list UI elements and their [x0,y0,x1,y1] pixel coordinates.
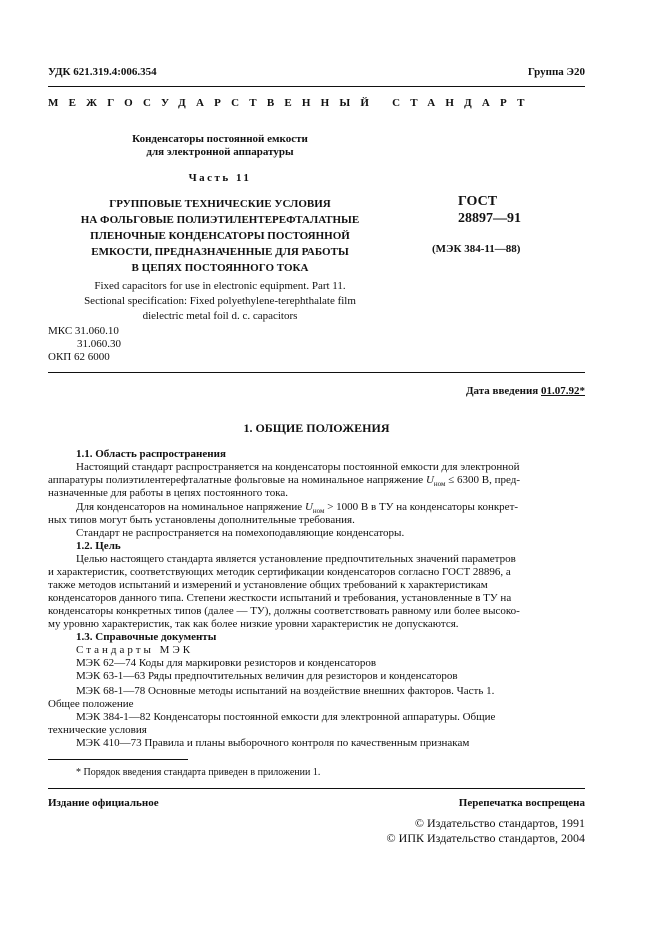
english-line: Sectional specification: Fixed polyethylene-terephthalate film [84,295,356,307]
voltage-symbol: U [425,474,434,486]
effective-date [466,385,585,398]
subsection-1-2-heading: 1.2. Цель [76,540,121,552]
reference-item: МЭК 384-1—82 Конденсаторы постоянной емкости для электронной аппаратуры. Общие [76,711,496,723]
paragraph-line: конденсаторы конкретных типов (далее — ТУ), должны соответствовать равному или более высоко- [48,605,520,617]
paragraph-text: ≤ 6300 В, пред- [448,474,520,486]
reference-item: Общее положение [48,698,134,710]
english-line: dielectric metal foil d. c. capacitors [142,310,298,322]
title-line: ЕМКОСТИ, ПРЕДНАЗНАЧЕННЫЕ ДЛЯ РАБОТЫ [91,246,349,258]
paragraph-line: назначенные для работы в цепях постоянного тока. [48,487,289,499]
paragraph-text: > 1000 В в ТУ на конденсаторы конкрет- [327,501,519,513]
paragraph-text: аппаратуры полиэтилентерефталатные фольговые на номинальное напряжение [48,474,424,486]
footnote-rule [48,759,188,760]
paragraph-line: му уровню характеристик, так как более низкие уровни характеристик не допускаются. [48,618,459,630]
paragraph-line: Стандарт не распространяется на помехоподавляющие конденсаторы. [76,527,405,539]
subsection-1-1-heading: 1.1. Область распространения [76,448,226,460]
gost-label: ГОСТ [458,194,498,209]
part-number: Часть 11 [188,172,252,184]
paragraph-line [48,474,585,487]
mks-code-2: 31.060.30 [77,338,121,350]
group-code: Группа Э20 [527,66,585,78]
voltage-subscript: ном [433,480,446,489]
title-line: НА ФОЛЬГОВЫЕ ПОЛИЭТИЛЕНТЕРЕФТАЛАТНЫЕ [80,214,360,226]
footer-divider [48,788,585,789]
subsection-1-3-heading: 1.3. Справочные документы [76,631,217,643]
official-edition: Издание официальное [48,797,159,809]
reprint-notice: Перепечатка воспрещена [458,797,585,809]
header-divider [48,86,585,87]
english-title [60,279,380,324]
paragraph-line: и характеристик, соответствующих методик сертификации конденсаторов согласно ГОСТ 28896, а [48,566,511,578]
title-line: ПЛЕНОЧНЫЕ КОНДЕНСАТОРЫ ПОСТОЯННОЙ [90,230,350,242]
voltage-subscript: ном [312,507,325,516]
reference-item: МЭК 410—73 Правила и планы выборочного контроля по качественным признакам [76,737,470,749]
gost-number: 28897—91 [458,211,521,226]
standard-banner: МЕЖГОСУДАРСТВЕННЫЙ СТАНДАРТ [48,97,535,109]
section-heading: 1. ОБЩИЕ ПОЛОЖЕНИЯ [243,421,390,435]
title-line: В ЦЕПЯХ ПОСТОЯННОГО ТОКА [131,262,309,274]
copyright-1: © Издательство стандартов, 1991 [414,816,585,830]
reference-item: МЭК 62—74 Коды для маркировки резисторов и конденсаторов [76,657,377,669]
effective-date-label: Дата введения [465,385,539,397]
mks-code-1: МКС 31.060.10 [48,325,119,337]
paragraph-line: также методов испытаний и измерений и установление общих требований к характеристикам [48,579,488,591]
subject-line-2: для электронной аппаратуры [146,146,294,158]
reference-item: МЭК 68-1—78 Основные методы испытаний на воздействие внешних факторов. Часть 1. [76,685,495,697]
okp-code: ОКП 62 6000 [48,351,110,363]
codes-divider [48,372,585,373]
english-line: Fixed capacitors for use in electronic equipment. Part 11. [94,280,346,292]
reference-item: технические условия [48,724,147,736]
iec-reference: (МЭК 384-11—88) [432,243,521,255]
paragraph-line: Настоящий стандарт распространяется на конденсаторы постоянной емкости для электронной [76,461,520,473]
effective-date-value: 01.07.92* [541,385,585,397]
copyright-2: © ИПК Издательство стандартов, 2004 [386,831,585,845]
iec-standards-label: Стандарты МЭК [76,644,194,656]
paragraph-line [76,501,518,514]
subject-line-1: Конденсаторы постоянной емкости [132,133,308,145]
paragraph-line: конденсаторов данного типа. Степени жесткости испытаний и требования, установленные в ТУ на [48,592,512,604]
footnote: * Порядок введения стандарта приведен в приложении 1. [76,767,321,778]
voltage-symbol: U [304,501,313,513]
reference-item: МЭК 63-1—63 Ряды предпочтительных величин для резисторов и конденсаторов [76,670,458,682]
udk-code: УДК 621.319.4:006.354 [48,66,157,78]
paragraph-line: ных типов могут быть установлены дополнительные требования. [48,514,355,526]
document-title [60,196,380,276]
paragraph-text: Для конденсаторов на номинальное напряжение [76,501,303,513]
paragraph-line: Целью настоящего стандарта является установление предпочтительных значений параметров [76,553,516,565]
title-line: ГРУППОВЫЕ ТЕХНИЧЕСКИЕ УСЛОВИЯ [109,198,331,210]
